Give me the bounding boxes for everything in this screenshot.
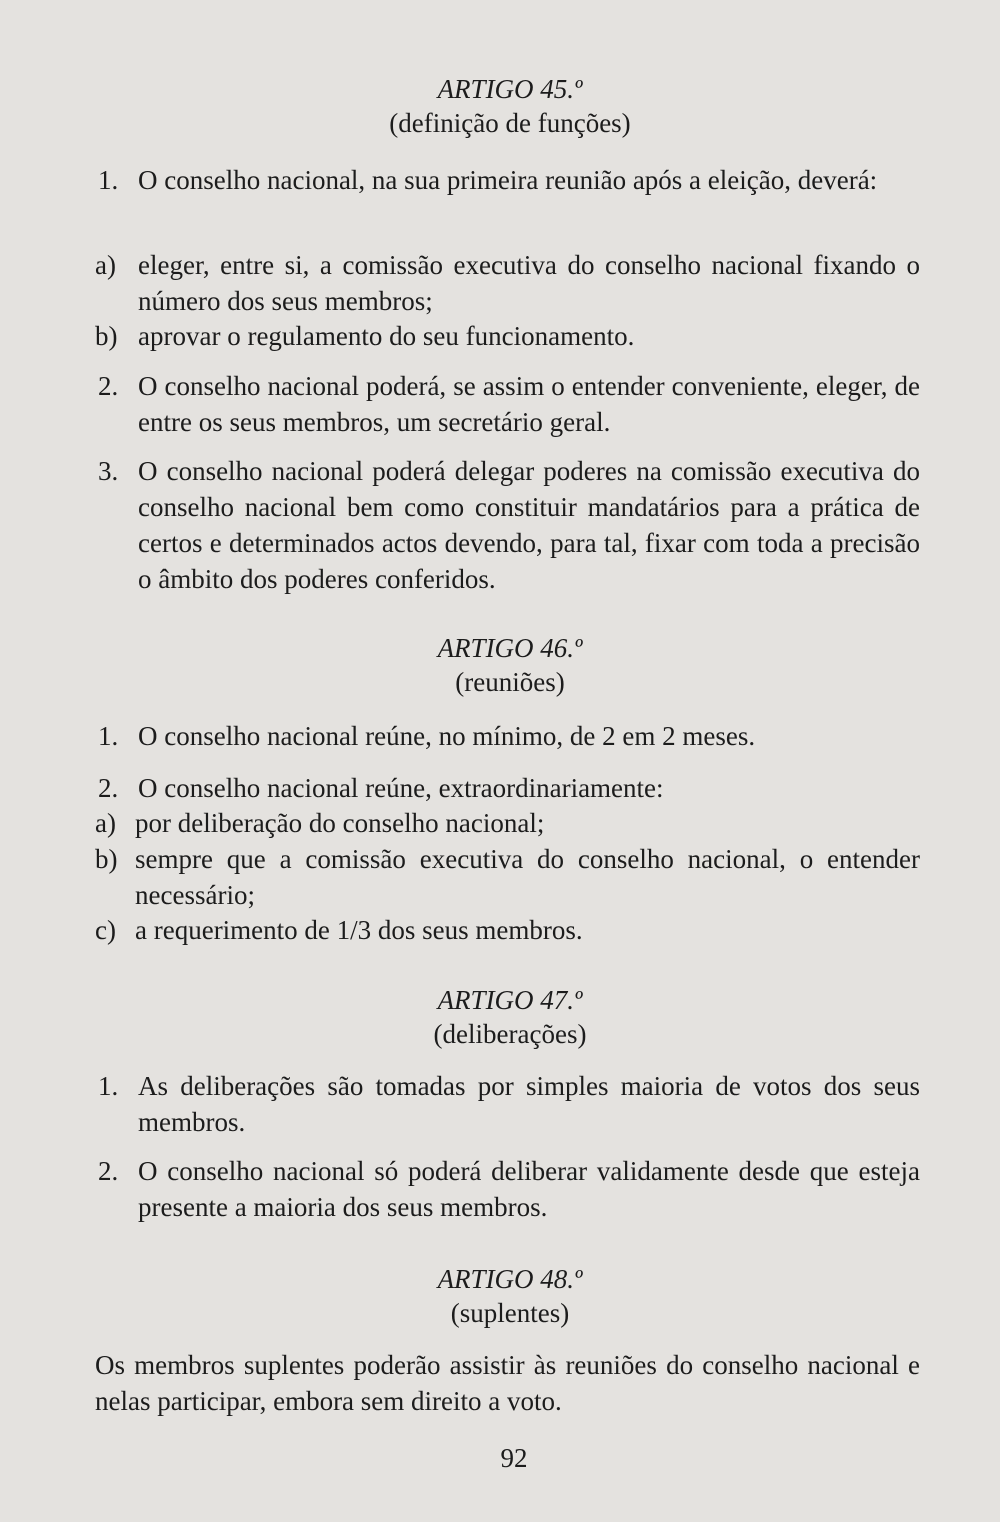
item-marker: 3. [98, 456, 119, 486]
item-text: O conselho nacional só poderá deliberar validamente desde que esteja presente a maioria dos seus membros. [138, 1156, 920, 1222]
item-text: O conselho nacional reúne, extraordinariamente: [138, 773, 664, 803]
article-subtitle: (reuniões) [455, 667, 565, 697]
item-text: O conselho nacional reúne, no mínimo, de 2 em 2 meses. [138, 721, 756, 751]
article-45-heading [0, 72, 1000, 140]
article-46-heading [0, 631, 1000, 699]
item-marker: c) [95, 915, 116, 945]
item-marker: a) [95, 808, 116, 838]
article-title: ARTIGO 48.º [437, 1264, 583, 1294]
item-marker: a) [95, 250, 116, 280]
article-subtitle: (definição de funções) [389, 108, 631, 138]
article-46-item-a [95, 805, 920, 841]
article-46-item-c [95, 912, 920, 948]
article-46-item-b [95, 841, 920, 913]
article-46-item-1 [98, 718, 920, 754]
item-marker: 1. [98, 165, 119, 195]
item-marker: 2. [98, 371, 119, 401]
item-text: As deliberações são tomadas por simples maioria de votos dos seus membros. [138, 1071, 920, 1137]
item-text: sempre que a comissão executiva do conselho nacional, o entender necessário; [135, 844, 920, 910]
article-title: ARTIGO 45.º [437, 74, 583, 104]
article-47-item-2 [98, 1153, 920, 1225]
item-marker: b) [95, 844, 118, 874]
article-45-item-1 [98, 162, 920, 198]
item-text: por deliberação do conselho nacional; [135, 808, 545, 838]
page-number: 92 [500, 1443, 528, 1473]
item-marker: 1. [98, 721, 119, 751]
article-46-item-2 [98, 770, 920, 806]
article-45-item-2 [98, 368, 920, 440]
article-48-heading [0, 1262, 1000, 1330]
item-text: O conselho nacional poderá delegar poderes na comissão executiva do conselho nacional bem como constituir mandatários para a prática de certos e determinados actos devendo, para tal, fixar com toda a precisão o âmbito dos poderes conferidos. [138, 456, 920, 594]
article-title: ARTIGO 46.º [437, 633, 583, 663]
article-48-paragraph [95, 1347, 920, 1419]
item-text: O conselho nacional, na sua primeira reunião após a eleição, deverá: [138, 165, 878, 195]
item-marker: 2. [98, 1156, 119, 1186]
item-marker: 2. [98, 773, 119, 803]
item-text: eleger, entre si, a comissão executiva do conselho nacional fixando o número dos seus membros; [138, 250, 920, 316]
article-45-item-a [95, 247, 920, 319]
paragraph-text: Os membros suplentes poderão assistir às reuniões do conselho nacional e nelas participar, embora sem direito a voto. [95, 1350, 920, 1416]
article-subtitle: (deliberações) [433, 1019, 587, 1049]
article-45-item-b [95, 318, 920, 354]
article-title: ARTIGO 47.º [437, 985, 583, 1015]
item-text: O conselho nacional poderá, se assim o entender conveniente, eleger, de entre os seus membros, um secretário geral. [138, 371, 920, 437]
item-marker: 1. [98, 1071, 119, 1101]
item-marker: b) [95, 321, 118, 351]
article-subtitle: (suplentes) [450, 1298, 570, 1328]
article-47-item-1 [98, 1068, 920, 1140]
item-text: aprovar o regulamento do seu funcionamento. [138, 321, 635, 351]
article-47-heading [0, 983, 1000, 1051]
article-45-item-3 [98, 453, 920, 597]
item-text: a requerimento de 1/3 dos seus membros. [135, 915, 583, 945]
